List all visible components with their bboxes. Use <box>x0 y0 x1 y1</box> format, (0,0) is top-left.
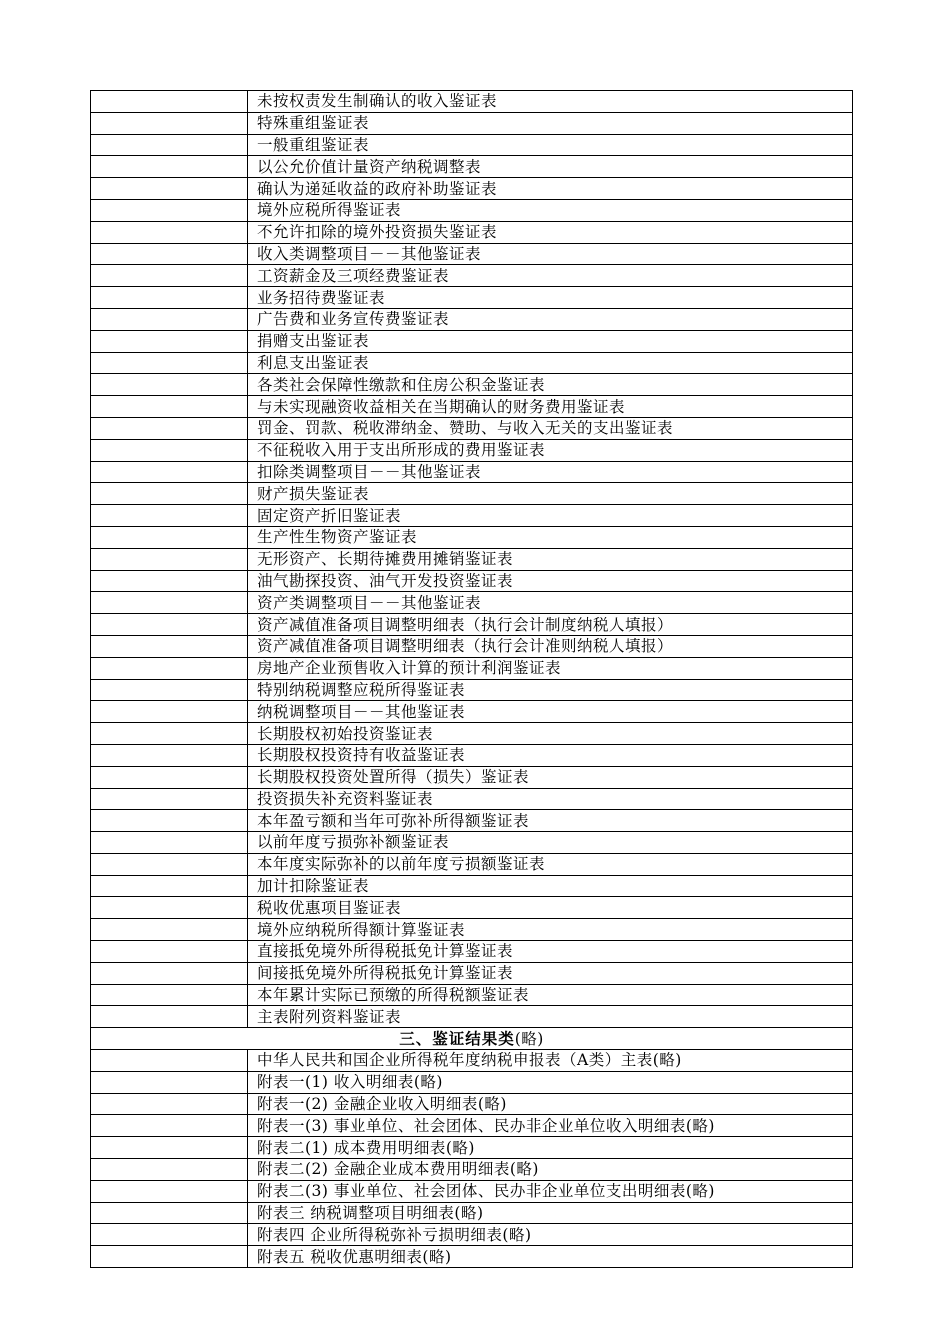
table-row <box>91 1159 853 1181</box>
item-name-cell: 长期股权初始投资鉴证表 <box>248 723 853 745</box>
table-row <box>91 570 853 592</box>
number-cell <box>91 178 248 200</box>
number-cell <box>91 505 248 527</box>
item-name-cell: 固定资产折旧鉴证表 <box>248 505 853 527</box>
item-name-cell: 以前年度亏损弥补额鉴证表 <box>248 832 853 854</box>
item-name-cell: 资产减值准备项目调整明细表（执行会计制度纳税人填报） <box>248 614 853 636</box>
table-row <box>91 984 853 1006</box>
item-name-cell: 中华人民共和国企业所得税年度纳税申报表（A类）主表(略) <box>248 1050 853 1072</box>
number-cell <box>91 570 248 592</box>
item-name-cell: 附表二(1) 成本费用明细表(略) <box>248 1137 853 1159</box>
item-name-cell: 生产性生物资产鉴证表 <box>248 526 853 548</box>
number-cell <box>91 1071 248 1093</box>
table-row <box>91 1006 853 1028</box>
number-cell <box>91 1180 248 1202</box>
section-title: 三、鉴证结果类 <box>399 1028 515 1048</box>
table-row <box>91 156 853 178</box>
table-row <box>91 1224 853 1246</box>
table-row <box>91 417 853 439</box>
item-name-cell: 境外应纳税所得额计算鉴证表 <box>248 919 853 941</box>
table-row <box>91 1202 853 1224</box>
table-row <box>91 112 853 134</box>
number-cell <box>91 548 248 570</box>
item-name-cell: 以公允价值计量资产纳税调整表 <box>248 156 853 178</box>
table-row <box>91 287 853 309</box>
section-header-row <box>91 1028 853 1050</box>
report-table <box>90 90 853 1268</box>
table-row <box>91 744 853 766</box>
number-cell <box>91 1224 248 1246</box>
item-name-cell: 附表五 税收优惠明细表(略) <box>248 1246 853 1268</box>
table-row <box>91 243 853 265</box>
number-cell <box>91 1050 248 1072</box>
number-cell <box>91 396 248 418</box>
item-name-cell: 利息支出鉴证表 <box>248 352 853 374</box>
item-name-cell: 特别纳税调整应税所得鉴证表 <box>248 679 853 701</box>
item-name-cell: 不允许扣除的境外投资损失鉴证表 <box>248 221 853 243</box>
number-cell <box>91 962 248 984</box>
item-name-cell: 收入类调整项目－－其他鉴证表 <box>248 243 853 265</box>
number-cell <box>91 265 248 287</box>
number-cell <box>91 744 248 766</box>
number-cell <box>91 112 248 134</box>
item-name-cell: 一般重组鉴证表 <box>248 134 853 156</box>
item-name-cell: 房地产企业预售收入计算的预计利润鉴证表 <box>248 657 853 679</box>
table-row <box>91 352 853 374</box>
number-cell <box>91 657 248 679</box>
table-row <box>91 1180 853 1202</box>
number-cell <box>91 679 248 701</box>
table-row <box>91 1050 853 1072</box>
number-cell <box>91 1246 248 1268</box>
number-cell <box>91 941 248 963</box>
number-cell <box>91 199 248 221</box>
number-cell <box>91 287 248 309</box>
number-cell <box>91 243 248 265</box>
table-row <box>91 1093 853 1115</box>
number-cell <box>91 352 248 374</box>
table-row <box>91 875 853 897</box>
table-row <box>91 396 853 418</box>
item-name-cell: 罚金、罚款、税收滞纳金、赞助、与收入无关的支出鉴证表 <box>248 417 853 439</box>
number-cell <box>91 156 248 178</box>
table-row <box>91 308 853 330</box>
table-row <box>91 134 853 156</box>
table-row <box>91 766 853 788</box>
item-name-cell: 与未实现融资收益相关在当期确认的财务费用鉴证表 <box>248 396 853 418</box>
item-name-cell: 境外应税所得鉴证表 <box>248 199 853 221</box>
item-name-cell: 直接抵免境外所得税抵免计算鉴证表 <box>248 941 853 963</box>
number-cell <box>91 723 248 745</box>
table-row <box>91 199 853 221</box>
table-row <box>91 91 853 113</box>
number-cell <box>91 526 248 548</box>
item-name-cell: 税收优惠项目鉴证表 <box>248 897 853 919</box>
item-name-cell: 扣除类调整项目－－其他鉴证表 <box>248 461 853 483</box>
item-name-cell: 确认为递延收益的政府补助鉴证表 <box>248 178 853 200</box>
item-name-cell: 资产类调整项目－－其他鉴证表 <box>248 592 853 614</box>
table-row <box>91 221 853 243</box>
table-row <box>91 178 853 200</box>
item-name-cell: 加计扣除鉴证表 <box>248 875 853 897</box>
table-row <box>91 1115 853 1137</box>
table-row <box>91 265 853 287</box>
number-cell <box>91 919 248 941</box>
table-row <box>91 919 853 941</box>
section-header-cell <box>91 1028 853 1050</box>
item-name-cell: 无形资产、长期待摊费用摊销鉴证表 <box>248 548 853 570</box>
number-cell <box>91 91 248 113</box>
table-row <box>91 1137 853 1159</box>
item-name-cell: 长期股权投资处置所得（损失）鉴证表 <box>248 766 853 788</box>
table-row <box>91 526 853 548</box>
number-cell <box>91 1202 248 1224</box>
item-name-cell: 间接抵免境外所得税抵免计算鉴证表 <box>248 962 853 984</box>
number-cell <box>91 897 248 919</box>
item-name-cell: 捐赠支出鉴证表 <box>248 330 853 352</box>
table-row <box>91 723 853 745</box>
item-name-cell: 资产减值准备项目调整明细表（执行会计准则纳税人填报） <box>248 635 853 657</box>
number-cell <box>91 134 248 156</box>
number-cell <box>91 439 248 461</box>
item-name-cell: 工资薪金及三项经费鉴证表 <box>248 265 853 287</box>
table-row <box>91 439 853 461</box>
number-cell <box>91 984 248 1006</box>
number-cell <box>91 701 248 723</box>
item-name-cell: 主表附列资料鉴证表 <box>248 1006 853 1028</box>
item-name-cell: 附表一(1) 收入明细表(略) <box>248 1071 853 1093</box>
table-row <box>91 592 853 614</box>
table-row <box>91 941 853 963</box>
table-row <box>91 614 853 636</box>
item-name-cell: 油气勘探投资、油气开发投资鉴证表 <box>248 570 853 592</box>
number-cell <box>91 330 248 352</box>
item-name-cell: 附表一(3) 事业单位、社会团体、民办非企业单位收入明细表(略) <box>248 1115 853 1137</box>
table-row <box>91 1246 853 1268</box>
number-cell <box>91 308 248 330</box>
item-name-cell: 长期股权投资持有收益鉴证表 <box>248 744 853 766</box>
item-name-cell: 不征税收入用于支出所形成的费用鉴证表 <box>248 439 853 461</box>
number-cell <box>91 461 248 483</box>
table-row <box>91 657 853 679</box>
number-cell <box>91 788 248 810</box>
item-name-cell: 附表二(2) 金融企业成本费用明细表(略) <box>248 1159 853 1181</box>
item-name-cell: 附表三 纳税调整项目明细表(略) <box>248 1202 853 1224</box>
item-name-cell: 附表四 企业所得税弥补亏损明细表(略) <box>248 1224 853 1246</box>
item-name-cell: 本年度实际弥补的以前年度亏损额鉴证表 <box>248 853 853 875</box>
table-row <box>91 1071 853 1093</box>
table-row <box>91 701 853 723</box>
item-name-cell: 纳税调整项目－－其他鉴证表 <box>248 701 853 723</box>
item-name-cell: 业务招待费鉴证表 <box>248 287 853 309</box>
table-row <box>91 832 853 854</box>
number-cell <box>91 766 248 788</box>
item-name-cell: 特殊重组鉴证表 <box>248 112 853 134</box>
table-row <box>91 962 853 984</box>
number-cell <box>91 1093 248 1115</box>
item-name-cell: 附表二(3) 事业单位、社会团体、民办非企业单位支出明细表(略) <box>248 1180 853 1202</box>
table-row <box>91 374 853 396</box>
number-cell <box>91 592 248 614</box>
item-name-cell: 各类社会保障性缴款和住房公积金鉴证表 <box>248 374 853 396</box>
table-row <box>91 810 853 832</box>
number-cell <box>91 417 248 439</box>
number-cell <box>91 832 248 854</box>
number-cell <box>91 1115 248 1137</box>
item-name-cell: 投资损失补充资料鉴证表 <box>248 788 853 810</box>
table-row <box>91 483 853 505</box>
number-cell <box>91 221 248 243</box>
table-row <box>91 788 853 810</box>
item-name-cell: 本年累计实际已预缴的所得税额鉴证表 <box>248 984 853 1006</box>
section-title-suffix: (略) <box>514 1029 544 1048</box>
number-cell <box>91 1006 248 1028</box>
table-row <box>91 548 853 570</box>
number-cell <box>91 810 248 832</box>
number-cell <box>91 614 248 636</box>
item-name-cell: 财产损失鉴证表 <box>248 483 853 505</box>
number-cell <box>91 1159 248 1181</box>
table-row <box>91 897 853 919</box>
number-cell <box>91 374 248 396</box>
table-row <box>91 853 853 875</box>
table-row <box>91 461 853 483</box>
item-name-cell: 附表一(2) 金融企业收入明细表(略) <box>248 1093 853 1115</box>
number-cell <box>91 635 248 657</box>
item-name-cell: 广告费和业务宣传费鉴证表 <box>248 308 853 330</box>
table-row <box>91 505 853 527</box>
number-cell <box>91 483 248 505</box>
number-cell <box>91 875 248 897</box>
number-cell <box>91 1137 248 1159</box>
item-name-cell: 本年盈亏额和当年可弥补所得额鉴证表 <box>248 810 853 832</box>
table-row <box>91 330 853 352</box>
table-row <box>91 679 853 701</box>
table-row <box>91 635 853 657</box>
item-name-cell: 未按权责发生制确认的收入鉴证表 <box>248 91 853 113</box>
number-cell <box>91 853 248 875</box>
